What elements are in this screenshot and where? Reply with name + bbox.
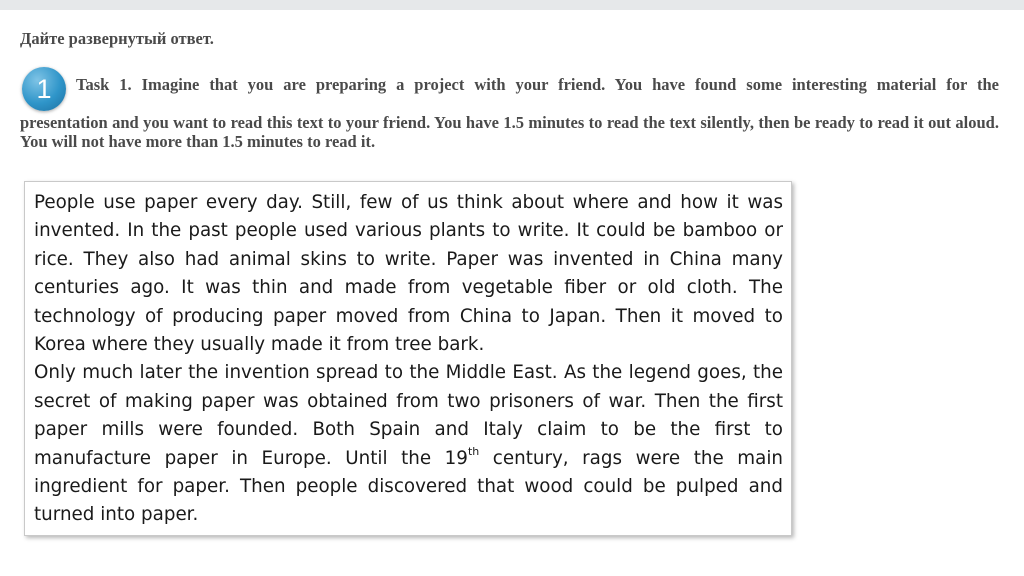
reading-passage-box — [24, 181, 792, 536]
top-bar — [0, 0, 1024, 10]
instruction-heading: Дайте развернутый ответ. — [20, 29, 214, 48]
passage-paragraph-1: People use paper every day. Still, few of us think about where and how it was invented. In the past people used various plants to write. It could be bamboo or rice. They also had animal skins to write. Paper was invented in China many centuries ago. It was thin and made from vegetable fiber or old cloth. The technology of producing paper moved from China to Japan. Then it moved to Korea where they usually made it from tree bark. — [34, 192, 783, 356]
task-description-rest: presentation and you want to read this text to your friend. You have 1.5 minutes to read the text silently, then be ready to read it out aloud. You will not have more than 1.5 minutes to read it. — [20, 113, 999, 151]
passage-paragraph-2-part-1: Only much later the invention spread to the Middle East. As the legend goes, the secret of making paper was obtained from two prisoners of war. Then the first paper mills were founded. Both Spain and Italy claim to be the first to manufacture paper in Europe. Until the 19 — [34, 362, 783, 469]
passage-paragraph-2 — [34, 359, 783, 529]
passage-paragraph-2-part-2: century, rags were the main ingredient for paper. Then people discovered that wood could be pulped and turned into paper. — [34, 447, 783, 526]
ordinal-suffix: th — [467, 444, 480, 458]
task-description-line1: Task 1. Imagine that you are preparing a project with your friend. You have found some interesting material for the — [76, 75, 999, 94]
reading-passage — [34, 189, 783, 530]
task-number-badge: 1 — [22, 67, 66, 111]
task-description — [20, 75, 999, 151]
